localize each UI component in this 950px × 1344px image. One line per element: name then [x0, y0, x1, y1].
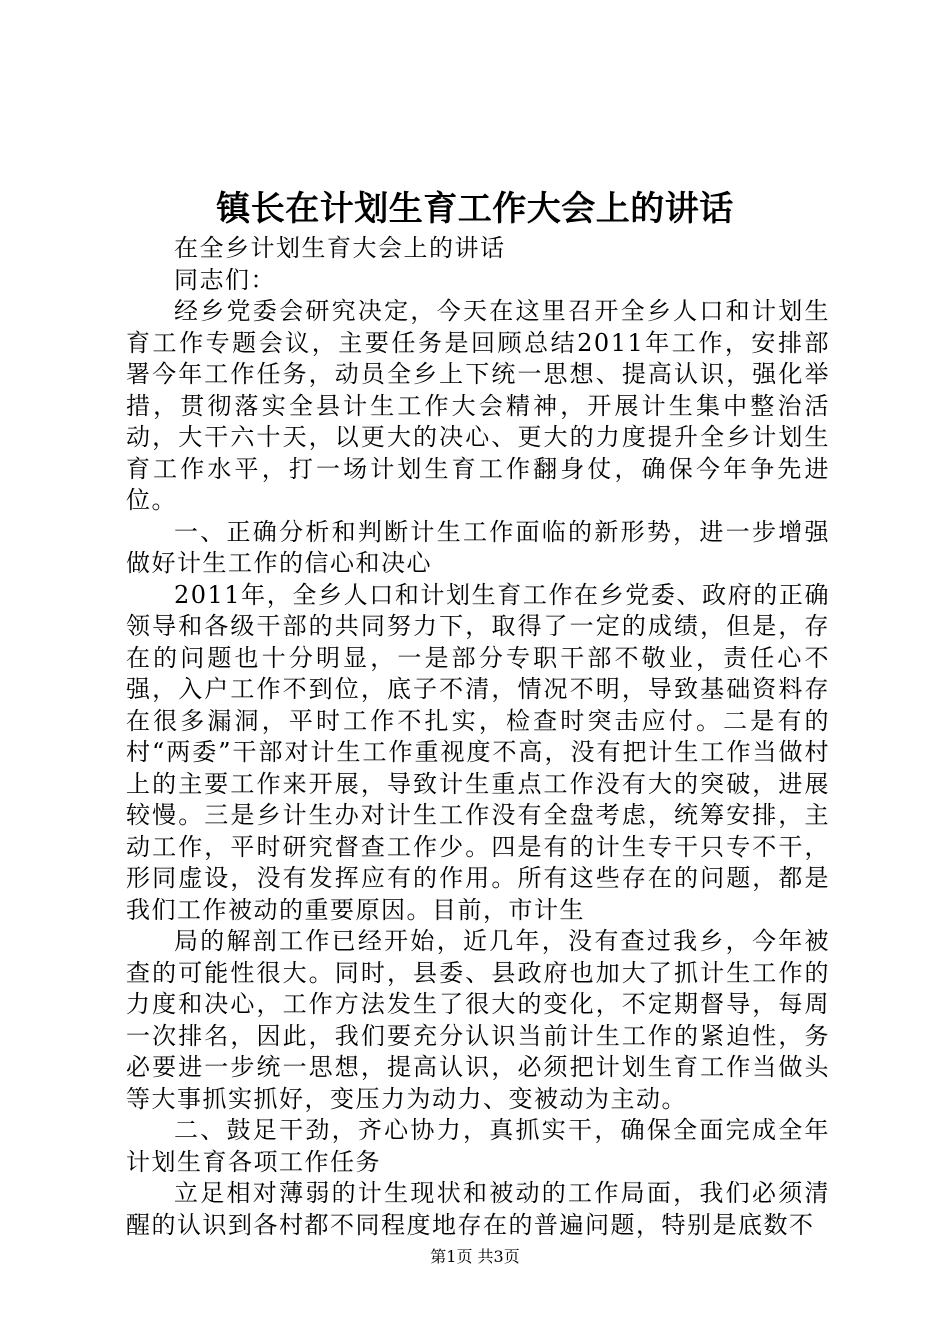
paragraph-2011-review: 2011年，全乡人口和计划生育工作在乡党委、政府的正确领导和各级干部的共同努力下，取得了一定的成绩，但是，存在的问题也十分明显，一是部分专职干部不敬业，责任心不强，入户工作不到位，底子不清，情况不明，导致基础资料存在很多漏洞，平时工作不扎实，检查时突击应付。二是有的村“两委”干部对计生工作重视度不高，没有把计生工作当做村上的主要工作来开展，导致计生重点工作没有大的突破，进展较慢。三是乡计生办对计生工作没有全盘考虑，统筹安排，主动工作，平时研究督查工作少。四是有的计生专干只专不干，形同虚设，没有发挥应有的作用。所有这些存在的问题，都是我们工作被动的重要原因。目前，市计生	[126, 580, 830, 924]
document-body	[126, 233, 830, 1241]
page-footer: 第1页 共3页	[430, 1247, 520, 1266]
section-heading-1: 一、正确分析和判断计生工作面临的新形势，进一步增强做好计生工作的信心和决心	[126, 517, 830, 577]
paragraph-tasks: 立足相对薄弱的计生现状和被动的工作局面，我们必须清醒的认识到各村都不同程度地存在的普遍问题，特别是底数不	[126, 1179, 830, 1239]
document-title: 镇长在计划生育工作大会上的讲话	[216, 189, 734, 229]
paragraph-salutation: 同志们：	[174, 265, 276, 294]
paragraph-subtitle: 在全乡计划生育大会上的讲话	[174, 234, 506, 262]
section-heading-2: 二、鼓足干劲，齐心协力，真抓实干，确保全面完成全年计划生育各项工作任务	[126, 1116, 830, 1176]
paragraph-intro: 经乡党委会研究决定，今天在这里召开全乡人口和计划生育工作专题会议，主要任务是回顾总结2011年工作，安排部署今年工作任务，动员全乡上下统一思想、提高认识，强化举措，贯彻落实全县计生工作大会精神，开展计生集中整治活动，大干六十天，以更大的决心、更大的力度提升全乡计划生育工作水平，打一场计划生育工作翻身仗，确保今年争先进位。	[126, 297, 830, 514]
paragraph-situation: 局的解剖工作已经开始，近几年，没有查过我乡，今年被查的可能性很大。同时，县委、县政府也加大了抓计生工作的力度和决心，工作方法发生了很大的变化，不定期督导，每周一次排名，因此，我们要充分认识当前计生工作的紧迫性，务必要进一步统一思想，提高认识，必须把计划生育工作当做头等大事抓实抓好，变压力为动力、变被动为主动。	[126, 927, 830, 1113]
